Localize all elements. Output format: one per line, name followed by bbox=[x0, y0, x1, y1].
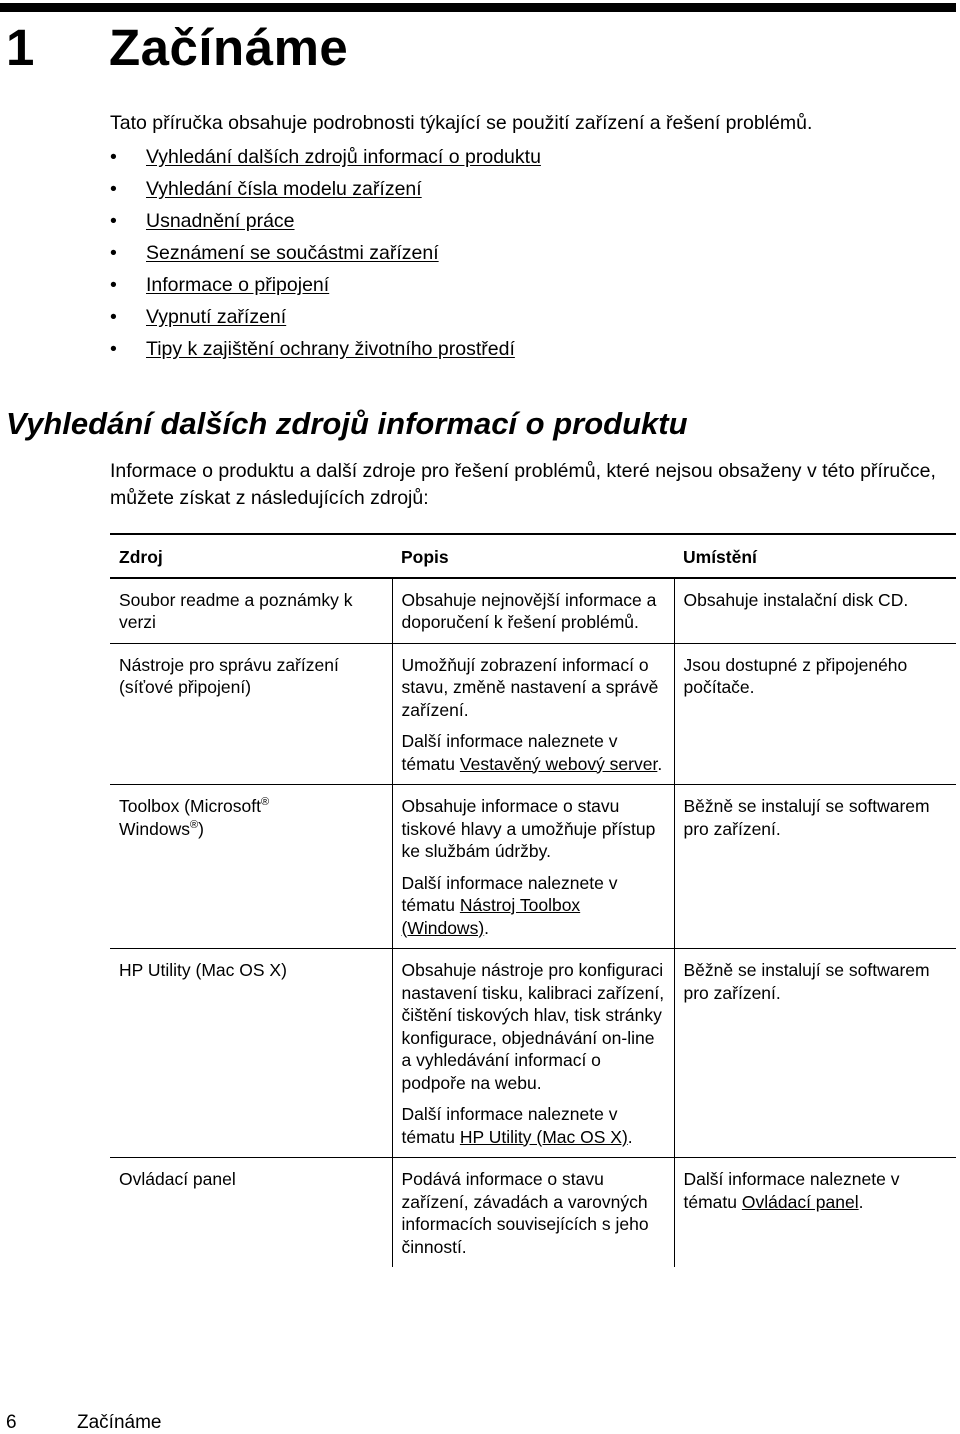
cell-location: Obsahuje instalační disk CD. bbox=[674, 578, 956, 644]
table-row bbox=[110, 1158, 956, 1268]
toc-link-product-resources[interactable]: Vyhledání dalších zdrojů informací o produktu bbox=[146, 146, 541, 168]
description-more bbox=[402, 730, 666, 775]
more-prefix: Další informace naleznete v tématu bbox=[401, 1104, 618, 1147]
bullet-icon: • bbox=[110, 274, 117, 296]
cell-source: Soubor readme a poznámky k verzi bbox=[110, 578, 392, 644]
chapter-number: 1 bbox=[6, 19, 35, 76]
toc-item bbox=[110, 208, 541, 240]
cell-source: Ovládací panel bbox=[119, 1169, 236, 1189]
header-description: Popis bbox=[392, 534, 674, 578]
cell-source: Nástroje pro správu zařízení (síťové připojení) bbox=[110, 643, 392, 785]
cell-location: Běžně se instalují se softwarem pro zařízení. bbox=[674, 949, 956, 1158]
table-header-row bbox=[110, 534, 956, 578]
location-prefix: Další informace naleznete v tématu bbox=[683, 1169, 900, 1212]
bullet-icon: • bbox=[110, 178, 117, 200]
more-prefix: Další informace naleznete v tématu bbox=[401, 731, 618, 774]
more-prefix: Další informace naleznete v tématu bbox=[401, 872, 618, 915]
toc-link-components[interactable]: Seznámení se součástmi zařízení bbox=[146, 242, 439, 264]
toc-item bbox=[110, 144, 541, 176]
chapter-intro: Tato příručka obsahuje podrobnosti týkající se použití zařízení a řešení problémů. bbox=[110, 112, 813, 134]
link-hp-utility[interactable]: HP Utility (Mac OS X) bbox=[459, 1126, 628, 1147]
chapter-name: Začínáme bbox=[109, 19, 349, 76]
more-suffix: . bbox=[657, 753, 663, 774]
section-title: Vyhledání dalších zdrojů informací o produktu bbox=[6, 406, 688, 441]
cell-description bbox=[392, 785, 674, 949]
location-suffix: . bbox=[858, 1191, 864, 1212]
footer-chapter: Začínáme bbox=[77, 1412, 162, 1433]
resources-table bbox=[110, 533, 956, 1267]
toc-link-accessibility[interactable]: Usnadnění práce bbox=[146, 210, 295, 232]
page-number: 6 bbox=[6, 1412, 17, 1433]
link-toolbox-windows[interactable]: Nástroj Toolbox (Windows) bbox=[401, 895, 581, 938]
chapter-toc bbox=[110, 144, 541, 368]
cell-location: Jsou dostupné z připojeného počítače. bbox=[674, 643, 956, 785]
more-suffix: . bbox=[627, 1126, 633, 1147]
toc-item bbox=[110, 176, 541, 208]
top-rule bbox=[0, 3, 956, 12]
cell-location bbox=[674, 1158, 956, 1268]
cell-description bbox=[392, 643, 674, 785]
bullet-icon: • bbox=[110, 306, 117, 328]
registered-mark: ® bbox=[190, 818, 199, 831]
cell-source bbox=[110, 785, 392, 949]
cell-description bbox=[392, 949, 674, 1158]
bullet-icon: • bbox=[110, 338, 117, 360]
bullet-icon: • bbox=[110, 210, 117, 232]
description-text: Obsahuje informace o stavu tiskové hlavy a umožňuje přístup ke službám údržby. bbox=[401, 796, 656, 861]
table-row bbox=[110, 578, 956, 644]
toc-link-connection[interactable]: Informace o připojení bbox=[146, 274, 330, 296]
cell-location: Běžně se instalují se softwarem pro zařízení. bbox=[674, 785, 956, 949]
toc-link-model-number[interactable]: Vyhledání čísla modelu zařízení bbox=[146, 178, 422, 200]
description-text: Umožňují zobrazení informací o stavu, změně nastavení a správě zařízení. bbox=[401, 654, 659, 720]
more-suffix: . bbox=[484, 917, 490, 938]
description-text: Obsahuje nástroje pro konfiguraci nastavení tisku, kalibraci zařízení, čištění tiskových hlav, tisk stránky konfigurace, objednávání on-line a vyhledávání informací o podpoře na webu. bbox=[401, 960, 665, 1093]
cell-description bbox=[392, 578, 674, 644]
source-part: Toolbox (Microsoft bbox=[119, 796, 261, 816]
bullet-icon: • bbox=[110, 242, 117, 264]
description-text: Obsahuje nejnovější informace a doporučení k řešení problémů. bbox=[401, 589, 657, 632]
page-footer bbox=[6, 1412, 161, 1434]
source-part: ) bbox=[198, 818, 204, 839]
toc-item bbox=[110, 304, 541, 336]
section-intro: Informace o produktu a další zdroje pro řešení problémů, které nejsou obsaženy v této příručce, můžete získat z následujících zdrojů: bbox=[110, 460, 936, 509]
chapter-title bbox=[6, 18, 348, 78]
table-row bbox=[110, 785, 956, 949]
toc-link-environment[interactable]: Tipy k zajištění ochrany životního prostředí bbox=[146, 338, 515, 360]
cell-source: HP Utility (Mac OS X) bbox=[110, 949, 392, 1158]
description-more bbox=[402, 872, 666, 940]
header-source: Zdroj bbox=[110, 534, 392, 578]
source-part: Windows bbox=[119, 818, 190, 839]
description-text: Podává informace o stavu zařízení, závadách a varovných informacích souvisejících s jeho činností. bbox=[401, 1169, 649, 1257]
toc-link-power-off[interactable]: Vypnutí zařízení bbox=[146, 306, 287, 328]
toc-item bbox=[110, 336, 541, 368]
link-embedded-web-server[interactable]: Vestavěný webový server bbox=[459, 753, 658, 774]
toc-item bbox=[110, 272, 541, 304]
registered-mark: ® bbox=[261, 796, 270, 809]
table-row bbox=[110, 949, 956, 1158]
header-location: Umístění bbox=[674, 534, 956, 578]
table-row bbox=[110, 643, 956, 785]
cell-description bbox=[392, 1158, 674, 1268]
bullet-icon: • bbox=[110, 146, 117, 168]
link-control-panel[interactable]: Ovládací panel bbox=[741, 1191, 859, 1212]
description-more bbox=[402, 1103, 666, 1148]
toc-item bbox=[110, 240, 541, 272]
